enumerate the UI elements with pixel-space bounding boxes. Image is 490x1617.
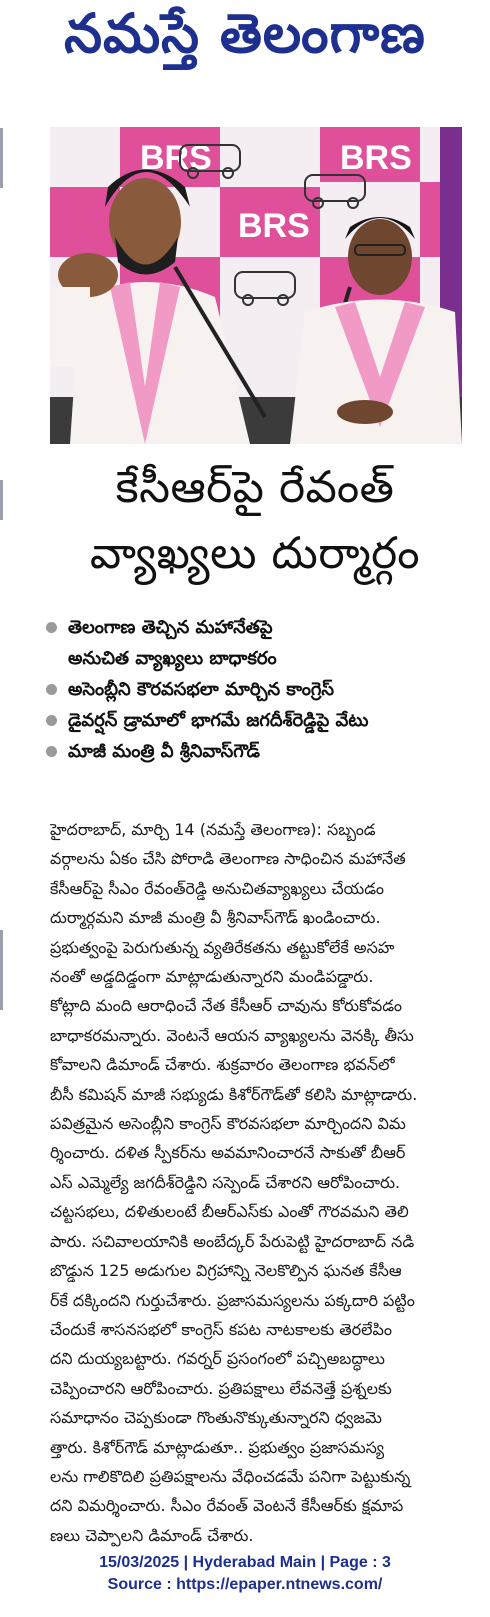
footer-date-edition: 15/03/2025 | Hyderabad Main | Page : 3	[99, 1554, 391, 1571]
bullet-item-continuation: అనుచిత వ్యాఖ్యలు బాధాకరం	[68, 648, 277, 669]
article-line: చేందుకే శాసనసభలో కాంగ్రెస్ కపట నాటకాలకు తెరలేపిం	[50, 1319, 392, 1339]
headline-line: వ్యాఖ్యలు దుర్మార్గం	[89, 528, 421, 579]
article-line: నంతో అడ్డదిడ్డంగా మాట్లాడుతున్నారని మండిపడ్డారు.	[50, 967, 374, 987]
article-line: వర్గాలను ఏకం చేసి పోరాడి తెలంగాణ సాధించిన మహానేత	[50, 849, 406, 869]
footer-source: Source : https://epaper.ntnews.com/	[107, 1576, 383, 1593]
article-line: కేసీఆర్‌పై సీఎం రేవంత్‌రెడ్డి అనుచితవ్యాఖ్యలు చేయడం	[50, 878, 384, 898]
bullet-dot-icon	[46, 684, 57, 695]
bullet-dot-icon	[46, 622, 57, 633]
bullet-item: డైవర్షన్ డ్రామాలో భాగమే జగదీశ్‌రెడ్డిపై వేటు	[46, 705, 466, 736]
article-line: హైదరాబాద్, మార్చి 14 (నమస్తే తెలంగాణ): సబ్బండ	[50, 820, 376, 839]
news-photo	[50, 127, 462, 444]
brs-logo-text: BRS	[238, 207, 310, 245]
page-edge-mark	[0, 128, 3, 188]
article-line: సమాధానం చెప్పకుండా గొంతునొక్కుతున్నారని ధ్వజమె	[50, 1408, 382, 1428]
bullet-dot-icon	[46, 746, 57, 757]
article-line: పారు. సచివాలయానికి అంబేద్కర్ పేరుపెట్టి హైదరాబాద్ నడి	[50, 1231, 415, 1251]
bullet-dot-icon	[46, 715, 57, 726]
article-line: బీసీ కమిషన్ మాజీ సభ్యుడు కిశోర్‌గౌడ్‌తో కలిసి మాట్లాడారు.	[50, 1084, 418, 1104]
article-line: దుర్మార్గమని మాజీ మంత్రి వీ శ్రీనివాస్‌గౌడ్ ఖండించారు.	[50, 908, 381, 928]
article-line: ఎస్ ఎమ్మెల్యే జగదీశ్‌రెడ్డిని సస్పెండ్ చేశారని ఆరోపించారు.	[50, 1172, 401, 1192]
page-edge-mark	[0, 480, 3, 520]
article-line: చట్టసభలు, దళితులంటే బీఆర్‌ఎస్‌కు ఎంతో గౌరవమని తెలి	[50, 1202, 409, 1222]
article-line: కోవాలని డిమాండ్ చేశారు. శుక్రవారం తెలంగాణ భవన్‌లో	[50, 1055, 395, 1075]
masthead	[0, 0, 490, 110]
article-line: ర్‌కే దక్కిందని గుర్తుచేశారు. ప్రజాసమస్యలను పక్కదారి పట్టిం	[50, 1290, 415, 1310]
bullet-item: అసెంబ్లీని కౌరవసభలా మార్చిన కాంగ్రెస్	[46, 674, 466, 705]
article-line: దని విమర్శించారు. సీఎం రేవంత్ వెంటనే కేసీఆర్‌కు క్షమాప	[50, 1496, 404, 1516]
headline-line: కేసీఆర్‌పై రేవంత్	[115, 462, 395, 513]
article-line: దని దుయ్యబట్టారు. గవర్నర్ ప్రసంగంలో పచ్చిఅబద్ధాలు	[50, 1349, 385, 1369]
article-line: పవిత్రమైన అసెంబ్లీని కాంగ్రెస్ కౌరవసభలా మార్చిందని విమ	[50, 1114, 406, 1134]
article-line: బొడ్డున 125 అడుగుల విగ్రహాన్ని నెలకొల్పిన ఘనత కేసీఆ	[50, 1261, 402, 1281]
bullet-item: తెలంగాణ తెచ్చిన మహానేతపై	[46, 612, 466, 643]
article-line: లను గాలికొదిలి ప్రతిపక్షాలను వేధించడమే పనిగా పెట్టుకున్న	[50, 1466, 411, 1486]
press-conference-photo	[50, 127, 462, 444]
article-line: ప్రభుత్వంపై పెరుగుతున్న వ్యతిరేకతను తట్టుకోలేకే అసహ	[50, 937, 395, 957]
bullet-item: మాజీ మంత్రి వీ శ్రీనివాస్‌గౌడ్	[46, 736, 466, 767]
article-line: బాధాకరమన్నారు. వెంటనే ఆయన వ్యాఖ్యలను వెనక్కి తీసు	[50, 1025, 414, 1045]
highlight-bullets	[46, 612, 466, 767]
footer	[0, 1552, 490, 1596]
brs-logo-text: BRS	[340, 139, 412, 177]
article-line: చెప్పించారని ఆరోపించారు. ప్రతిపక్షాలు లేవనెత్తే ప్రశ్నలకు	[50, 1378, 392, 1398]
headline	[40, 455, 470, 587]
article-line: కోట్లాది మంది ఆరాధించే నేత కేసీఆర్ చావును కోరుకోవడం	[50, 996, 403, 1016]
article-body	[50, 815, 462, 1550]
article-line: త్తారు. కిశోర్‌గౌడ్ మాట్లాడుతూ.. ప్రభుత్వం ప్రజాసమస్య	[50, 1437, 385, 1457]
article-line: ణలు చెప్పాలని డిమాండ్ చేశారు.	[50, 1525, 254, 1545]
article-line: ర్శించారు. దళిత స్పీకర్‌ను అవమానించారనే సాకుతో బీఆర్	[50, 1143, 406, 1163]
newspaper-title: నమస్తే తెలంగాణ	[64, 2, 426, 65]
page-edge-mark	[0, 930, 3, 1010]
brs-logo-text: BRS	[140, 139, 212, 177]
